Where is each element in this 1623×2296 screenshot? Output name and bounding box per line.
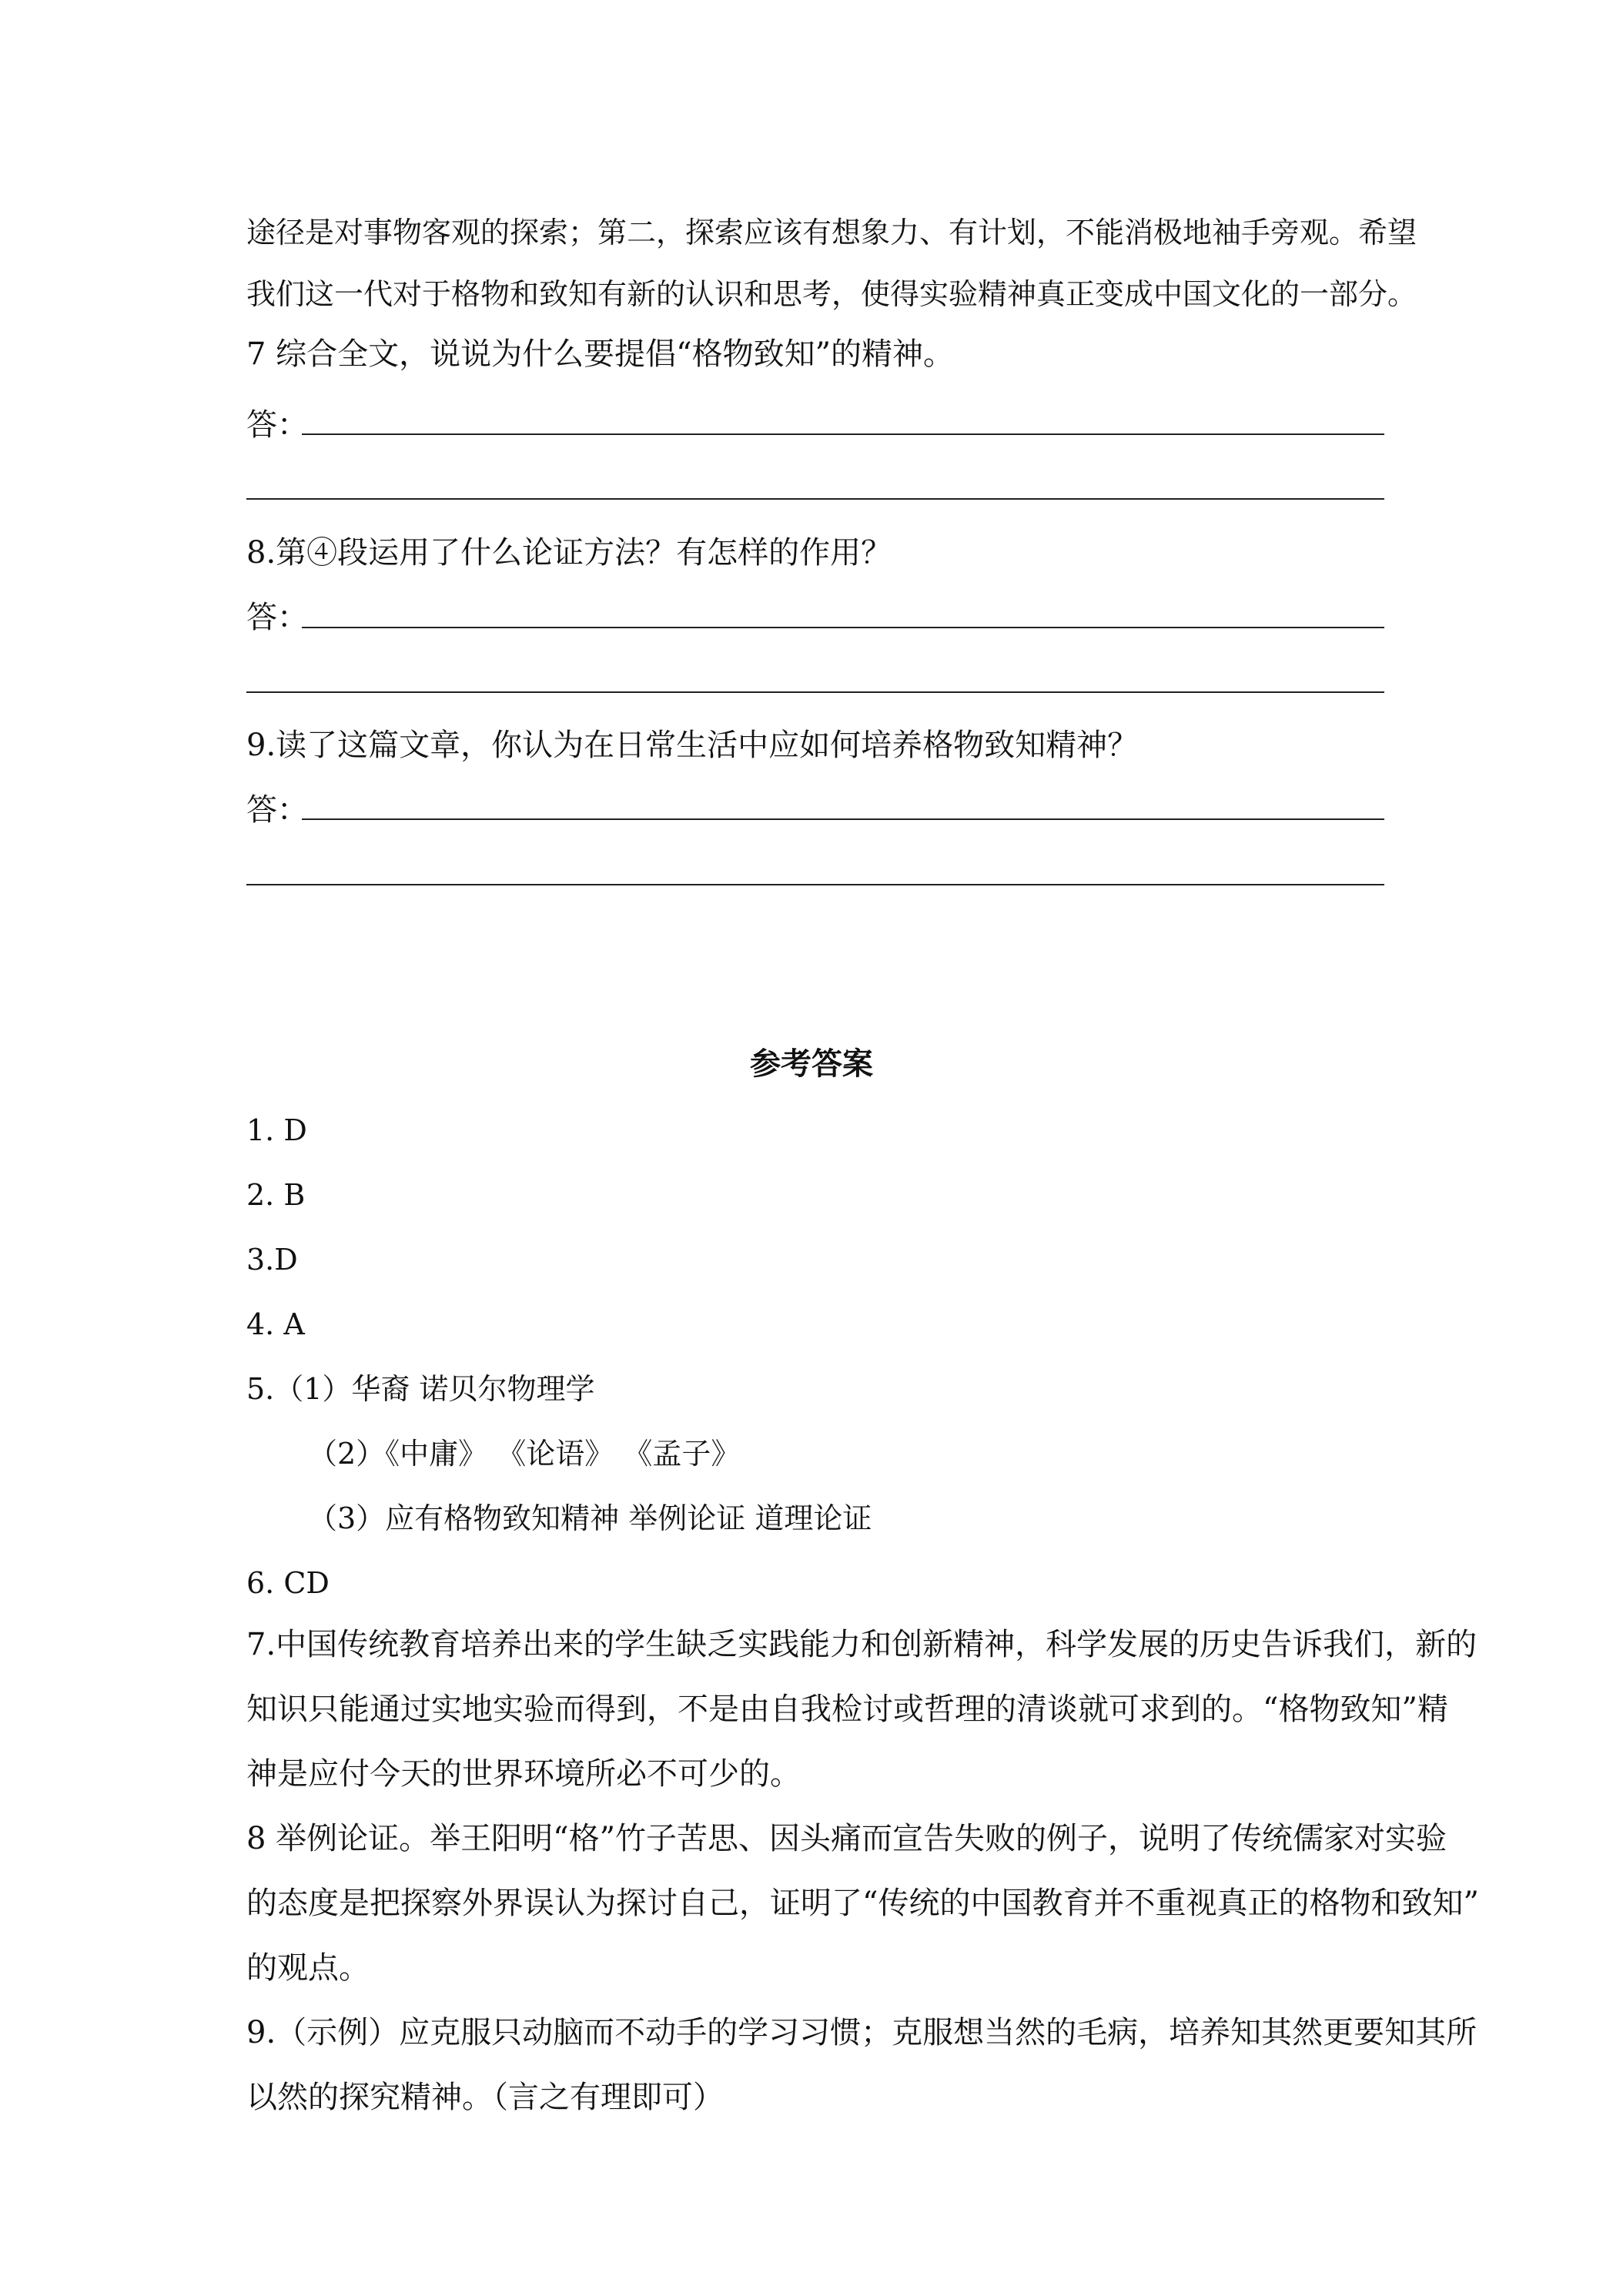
answer-line-8a[interactable] — [302, 627, 1384, 628]
question-7: 7 综合全文，说说为什么要提倡“格物致知”的精神。 — [246, 336, 955, 372]
answer-8-line-2: 的态度是把探察外界误认为探讨自己，证明了“传统的中国教育并不重视真正的格物和致知” — [246, 1886, 1479, 1921]
answer-line-7b[interactable] — [246, 498, 1384, 500]
answer-line-7a[interactable] — [302, 433, 1384, 435]
answer-8-line-3: 的观点。 — [246, 1950, 370, 1986]
answer-line-9a[interactable] — [302, 818, 1384, 820]
question-9: 9.读了这篇文章，你认为在日常生活中应如何培养格物致知精神？ — [246, 728, 1139, 763]
passage-line-1: 途径是对事物客观的探索；第二，探索应该有想象力、有计划，不能消极地袖手旁观。希望 — [246, 216, 1417, 249]
answer-7-line-1: 7.中国传统教育培养出来的学生缺乏实践能力和创新精神，科学发展的历史告诉我们，新的 — [246, 1627, 1477, 1662]
answer-3: 3.D — [246, 1243, 298, 1277]
question-8: 8.第④段运用了什么论证方法？有怎样的作用？ — [246, 535, 892, 571]
answer-label-7: 答： — [246, 407, 308, 443]
answers-title: 参考答案 — [750, 1046, 873, 1082]
passage-line-2: 我们这一代对于格物和致知有新的认识和思考，使得实验精神真正变成中国文化的一部分。 — [246, 277, 1417, 311]
answer-2: 2. B — [246, 1178, 306, 1212]
answer-4: 4. A — [246, 1307, 305, 1341]
answer-7-line-2: 知识只能通过实地实验而得到，不是由自我检讨或哲理的清谈就可求到的。“格物致知”精 — [246, 1692, 1448, 1727]
answer-5-2: （2）《中庸》 《论语》 《孟子》 — [308, 1437, 741, 1471]
answer-5-3: （3）应有格物致知精神 举例论证 道理论证 — [308, 1501, 872, 1535]
answer-1: 1. D — [246, 1113, 307, 1147]
answer-9-line-1: 9.（示例）应克服只动脑而不动手的学习习惯；克服想当然的毛病，培养知其然更要知其所 — [246, 2015, 1477, 2050]
answer-6: 6. CD — [246, 1566, 330, 1600]
answer-line-8b[interactable] — [246, 691, 1384, 693]
answer-label-8: 答： — [246, 600, 308, 635]
answer-line-9b[interactable] — [246, 884, 1384, 885]
answer-8-line-1: 8 举例论证。举王阳明“格”竹子苦思、因头痛而宣告失败的例子，说明了传统儒家对实验 — [246, 1821, 1447, 1856]
answer-label-9: 答： — [246, 792, 308, 828]
answer-9-line-2: 以然的探究精神。（言之有理即可） — [246, 2080, 724, 2115]
answer-5-1: 5.（1）华裔 诺贝尔物理学 — [246, 1372, 595, 1406]
answer-7-line-3: 神是应付今天的世界环境所必不可少的。 — [246, 1756, 801, 1792]
